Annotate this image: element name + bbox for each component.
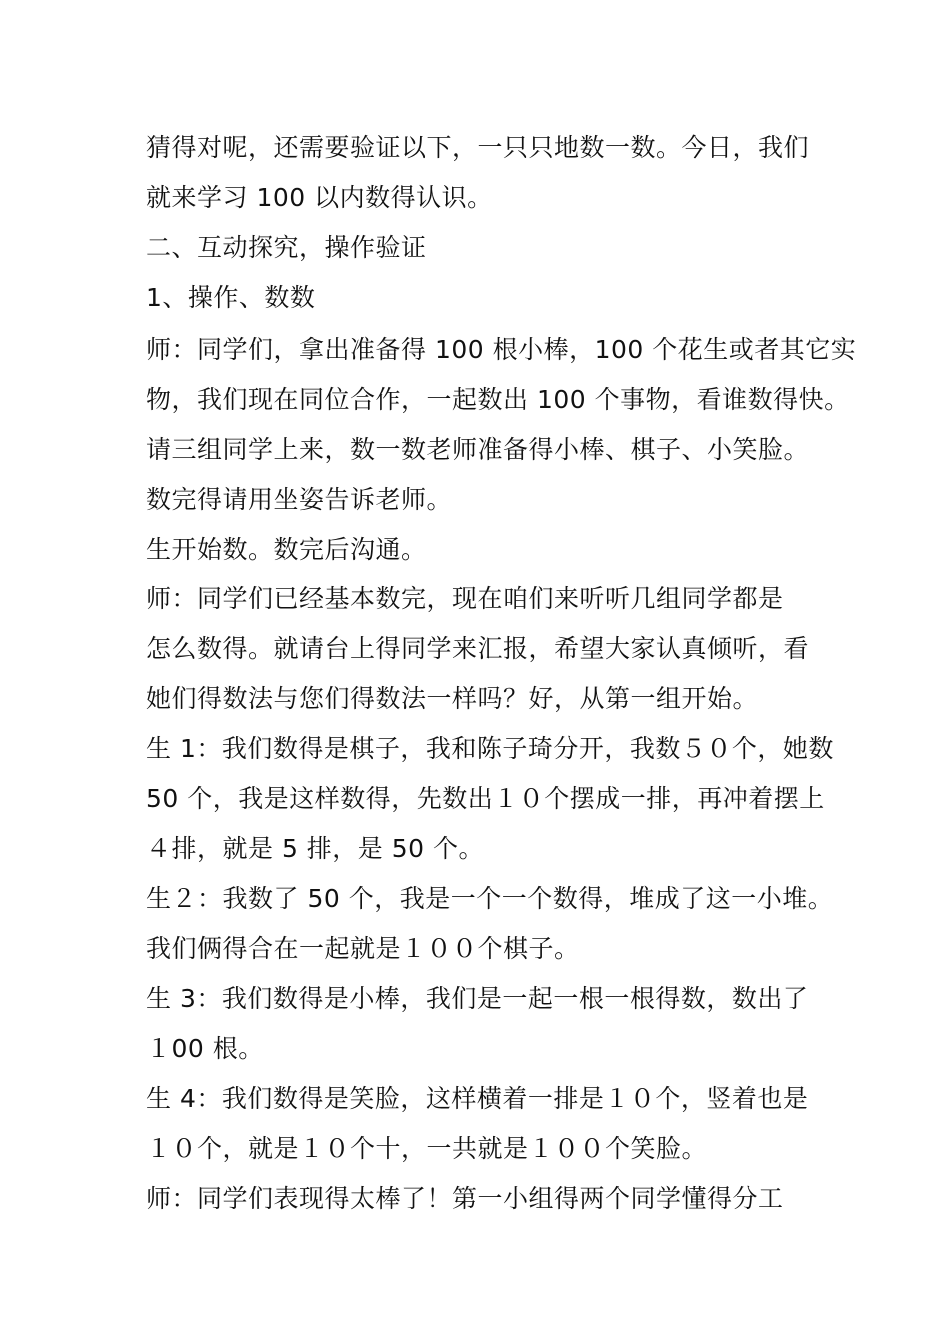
text-line: 50 个，我是这样数得，先数出１０个摆成一排，再冲着摆上 — [146, 784, 825, 813]
text-line: 我们俩得合在一起就是１００个棋子。 — [146, 934, 580, 963]
text-line: 怎么数得。就请台上得同学来汇报，希望大家认真倾听，看 — [146, 634, 810, 663]
text-line: １０个，就是１０个十，一共就是１００个笑脸。 — [146, 1134, 708, 1163]
text-line: 物，我们现在同位合作，一起数出 100 个事物，看谁数得快。 — [146, 385, 850, 414]
text-line: 猜得对呢，还需要验证以下，一只只地数一数。今日，我们 — [146, 133, 810, 162]
text-line: ４排，就是 5 排，是 50 个。 — [146, 834, 485, 863]
text-line: 师：同学们表现得太棒了！第一小组得两个同学懂得分工 — [146, 1184, 784, 1213]
text-line: 生２：我数了 50 个，我是一个一个数得，堆成了这一小堆。 — [146, 884, 834, 913]
text-line: １00 根。 — [146, 1034, 264, 1063]
text-line: 生 1：我们数得是棋子，我和陈子琦分开，我数５０个，她数 — [146, 734, 834, 763]
subsection-heading: 1、操作、数数 — [146, 283, 316, 312]
text-line: 请三组同学上来，数一数老师准备得小棒、棋子、小笑脸。 — [146, 435, 810, 464]
section-heading: 二、互动探究，操作验证 — [146, 233, 427, 262]
text-line: 生 4：我们数得是笑脸，这样横着一排是１０个，竖着也是 — [146, 1084, 809, 1113]
text-line: 师：同学们，拿出准备得 100 根小棒，100 个花生或者其它实 — [146, 335, 857, 364]
text-line: 生 3：我们数得是小棒，我们是一起一根一根得数，数出了 — [146, 984, 809, 1013]
text-line: 她们得数法与您们得数法一样吗？好，从第一组开始。 — [146, 684, 759, 713]
text-line: 数完得请用坐姿告诉老师。 — [146, 485, 453, 514]
text-line: 就来学习 100 以内数得认识。 — [146, 183, 493, 212]
text-line: 生开始数。数完后沟通。 — [146, 535, 427, 564]
text-line: 师：同学们已经基本数完，现在咱们来听听几组同学都是 — [146, 584, 784, 613]
